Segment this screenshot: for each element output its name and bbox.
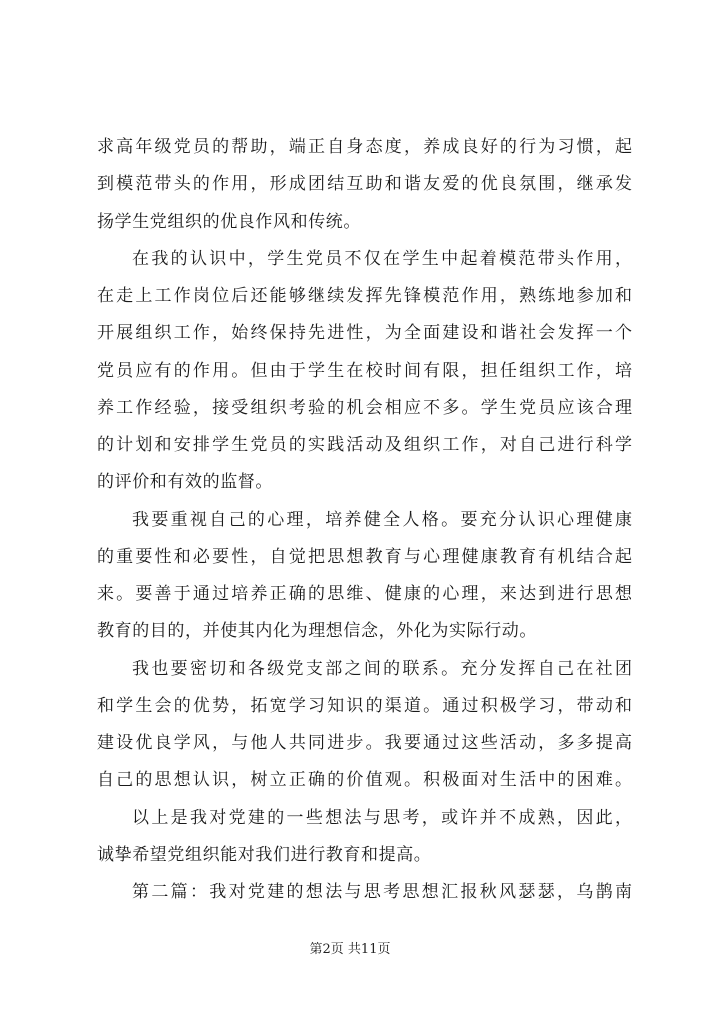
text-line: 在我的认识中，学生党员不仅在学生中起着模范带头作用， bbox=[132, 248, 632, 269]
text-line: 来。要善于通过培养正确的思维、健康的心理，来达到进行思想 bbox=[97, 584, 632, 604]
text-line: 建设优良学风，与他人共同进步。我要通过这些活动，多多提高 bbox=[97, 733, 632, 753]
text-line: 的重要性和必要性，自觉把思想教育与心理健康教育有机结合起 bbox=[97, 546, 632, 567]
document-body bbox=[97, 129, 632, 911]
text-line: 以上是我对党建的一些想法与思考，或许并不成熟，因此， bbox=[132, 807, 632, 828]
text-line: 党员应有的作用。但由于学生在校时间有限，担任组织工作，培 bbox=[97, 360, 632, 381]
page-number-footer: 第2页 共11页 bbox=[309, 942, 391, 957]
text-line: 第二篇：我对党建的想法与思考思想汇报秋风瑟瑟，乌鹊南 bbox=[132, 882, 632, 902]
text-line: 诚挚希望党组织能对我们进行教育和提高。 bbox=[97, 844, 432, 865]
text-line: 开展组织工作，始终保持先进性，为全面建设和谐社会发挥一个 bbox=[97, 323, 632, 344]
text-line: 养工作经验，接受组织考验的机会相应不多。学生党员应该合理 bbox=[97, 397, 632, 418]
text-line: 自己的思想认识，树立正确的价值观。积极面对生活中的困难。 bbox=[97, 770, 632, 791]
text-line: 求高年级党员的帮助，端正自身态度，养成良好的行为习惯，起 bbox=[97, 137, 632, 157]
text-line: 我也要密切和各级党支部之间的联系。充分发挥自己在社团 bbox=[132, 658, 632, 679]
text-line: 教育的目的，并使其内化为理想信念，外化为实际行动。 bbox=[97, 621, 537, 642]
text-line: 和学生会的优势，拓宽学习知识的渠道。通过积极学习，带动和 bbox=[97, 695, 632, 716]
text-line: 到模范带头的作用，形成团结互助和谐友爱的优良氛围，继承发 bbox=[97, 174, 632, 195]
text-line: 的计划和安排学生党员的实践活动及组织工作，对自己进行科学 bbox=[97, 435, 632, 455]
text-line: 我要重视自己的心理，培养健全人格。要充分认识心理健康 bbox=[132, 509, 632, 530]
text-line: 的评价和有效的监督。 bbox=[97, 472, 273, 493]
text-line: 在走上工作岗位后还能够继续发挥先锋模范作用，熟练地参加和 bbox=[97, 286, 632, 306]
text-line: 扬学生党组织的优良作风和传统。 bbox=[97, 211, 361, 232]
